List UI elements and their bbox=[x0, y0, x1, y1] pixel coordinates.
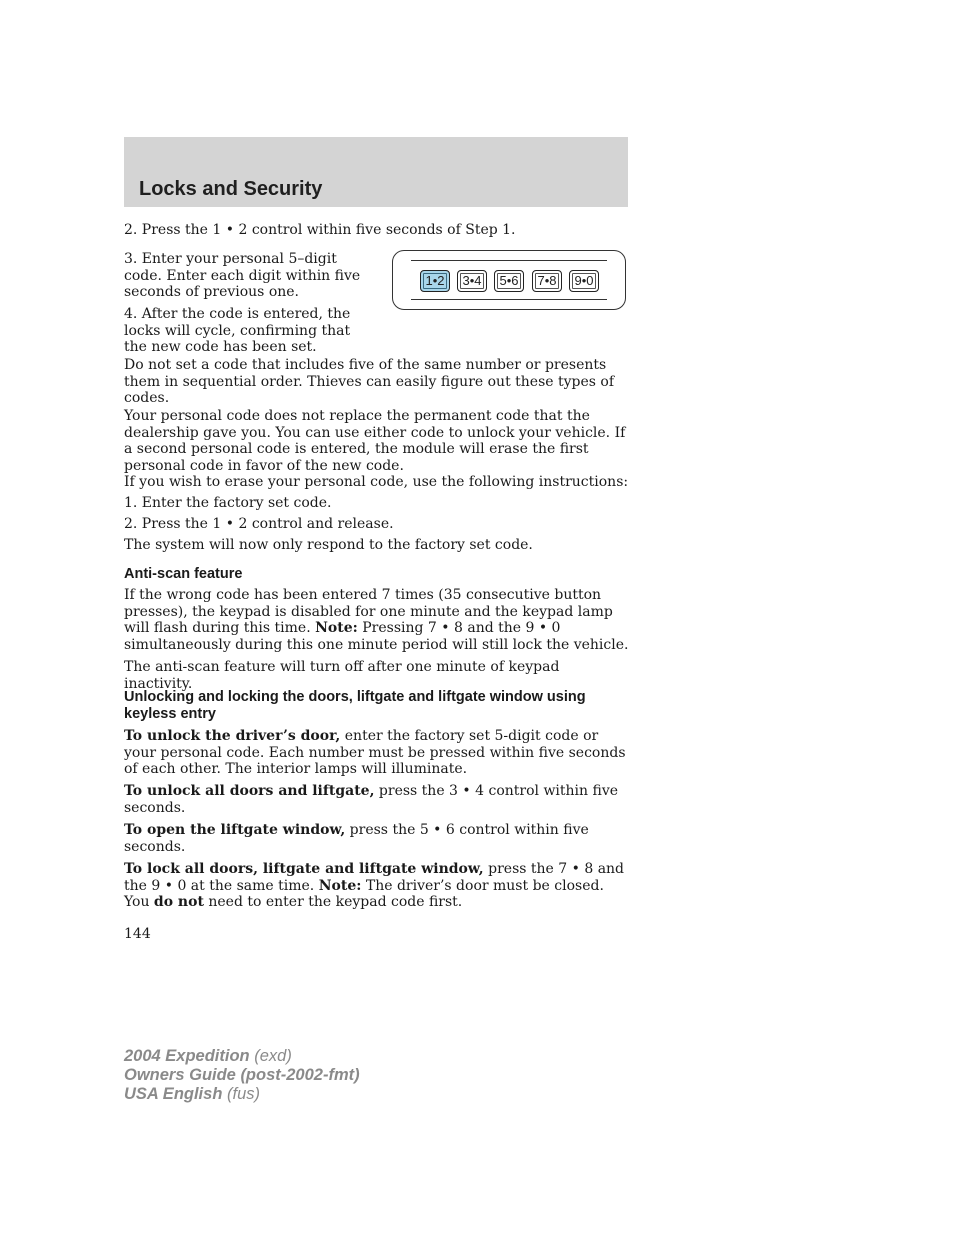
anti-scan-para-2: The anti-scan feature will turn off after one minute of keypad inactivity. bbox=[124, 659, 560, 692]
para-factory-only: The system will now only respond to the factory set code. bbox=[124, 537, 533, 553]
keypad-illustration bbox=[392, 250, 626, 310]
footer-language-code: (fus) bbox=[222, 1085, 260, 1103]
erase-step-1: 1. Enter the factory set code. bbox=[124, 495, 332, 511]
footer-guide: Owners Guide (post-2002-fmt) bbox=[124, 1066, 360, 1084]
footer-model-code: (exd) bbox=[249, 1047, 292, 1065]
footer-model: 2004 Expedition bbox=[124, 1047, 250, 1065]
unlock-driver-label: To unlock the driver’s door, bbox=[124, 728, 341, 744]
section-title: Locks and Security bbox=[139, 178, 323, 200]
unlock-driver-text: enter the factory set 5-digit code or your personal code. Each number must be pressed within five seconds of each other. The interior lamps will illuminate. bbox=[124, 728, 626, 777]
footer-line-2 bbox=[124, 1066, 360, 1085]
step-2-text: 2. Press the 1 • 2 control within five seconds of Step 1. bbox=[124, 222, 516, 238]
lock-text-3: need to enter the keypad code first. bbox=[203, 894, 463, 910]
keypad-top-rule bbox=[411, 260, 607, 261]
step-3-text: 3. Enter your personal 5–digit code. Enter each digit within five seconds of previous one. bbox=[124, 251, 361, 300]
unlock-driver-para bbox=[124, 728, 630, 778]
section-header-band bbox=[124, 137, 628, 207]
unlock-all-text: press the 3 • 4 control within five seconds. bbox=[124, 783, 619, 816]
unlock-all-para bbox=[124, 783, 630, 816]
para-erase-intro: If you wish to erase your personal code, use the following instructions: bbox=[124, 474, 629, 490]
anti-scan-para-1 bbox=[124, 587, 630, 653]
keypad-key-3-4: 3•4 bbox=[457, 270, 487, 292]
document-footer bbox=[124, 1047, 360, 1104]
anti-scan-text-a: If the wrong code has been entered 7 times (35 consecutive button presses), the keypad is disabled for one minute and the keypad lamp will flash during this time. bbox=[124, 587, 613, 636]
page-number: 144 bbox=[124, 926, 151, 942]
keypad-key-5-6: 5•6 bbox=[494, 270, 524, 292]
lock-text-2: The driver’s door must be closed. You bbox=[124, 877, 604, 910]
anti-scan-text-b: Pressing 7 • 8 and the 9 • 0 simultaneously during this one minute period will still lock the vehicle. bbox=[124, 620, 629, 653]
lock-do-not: do not bbox=[153, 894, 204, 910]
keyless-heading: Unlocking and locking the doors, liftgate and liftgate window using keyless entry bbox=[124, 689, 586, 722]
keypad-key-9-0: 9•0 bbox=[569, 270, 599, 292]
open-window-label: To open the liftgate window, bbox=[124, 822, 346, 838]
keypad-key-1-2: 1•2 bbox=[420, 270, 450, 292]
footer-line-3 bbox=[124, 1085, 360, 1104]
open-window-para bbox=[124, 822, 630, 855]
footer-language: USA English bbox=[124, 1085, 223, 1103]
footer-line-1 bbox=[124, 1047, 360, 1066]
lock-all-para bbox=[124, 861, 630, 911]
anti-scan-heading: Anti-scan feature bbox=[124, 566, 243, 582]
open-window-text: press the 5 • 6 control within five seconds. bbox=[124, 822, 589, 855]
lock-all-text: press the 7 • 8 and the 9 • 0 at the same time. bbox=[124, 861, 625, 894]
lock-note-label: Note: bbox=[318, 877, 362, 894]
keypad-key-7-8: 7•8 bbox=[532, 270, 562, 292]
anti-scan-note-label: Note: bbox=[315, 620, 358, 636]
step-4-text: 4. After the code is entered, the locks will cycle, confirming that the new code has been set. bbox=[124, 306, 351, 355]
unlock-all-label: To unlock all doors and liftgate, bbox=[124, 783, 375, 799]
para-personal-code: Your personal code does not replace the permanent code that the dealership gave you. You can use either code to unlock your vehicle. If a second personal code is entered, the module will erase the first personal code in favor of the new code. bbox=[124, 408, 626, 474]
erase-step-2: 2. Press the 1 • 2 control and release. bbox=[124, 516, 394, 532]
lock-all-label: To lock all doors, liftgate and liftgate window, bbox=[124, 861, 484, 877]
keypad-bottom-rule bbox=[411, 299, 607, 300]
para-no-sequence: Do not set a code that includes five of the same number or presents them in sequential order. Thieves can easily figure out these types of codes. bbox=[124, 357, 615, 406]
